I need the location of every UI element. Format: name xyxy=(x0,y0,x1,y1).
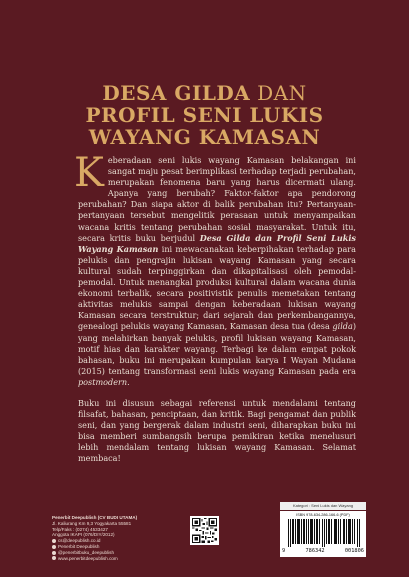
isbn-number: ISBN 978-634-286-166-6 (PDF) xyxy=(296,513,350,517)
isbn-barcode xyxy=(280,503,366,557)
instagram-icon xyxy=(52,551,56,555)
facebook-icon xyxy=(52,545,56,549)
barcode-digit-group-2: 001806 xyxy=(344,548,364,554)
title-line2: PROFIL SENI LUKIS xyxy=(85,103,324,127)
synopsis xyxy=(74,150,356,465)
title-line3: WAYANG KAMASAN xyxy=(88,125,321,149)
barcode-digits xyxy=(282,548,364,554)
email-icon xyxy=(52,539,56,543)
drop-cap: K xyxy=(74,150,104,196)
publisher-name: Penerbit Deepublish (CV BUDI UTAMA) xyxy=(52,515,138,520)
publisher-address: Jl. Kaliurang Km 9,3 Yogyakarta 55581 xyxy=(52,520,132,526)
barcode-bars xyxy=(288,519,360,547)
globe-icon xyxy=(52,556,56,560)
paragraph-1-book-title: Desa Gilda dan Profil Seni Lukis Wayang Kamasan xyxy=(78,232,356,254)
category-label: Kategori : Seni Lukis dan Wayang xyxy=(280,502,366,510)
publisher-info xyxy=(52,515,182,561)
publisher-phone: Telp/Faks : (0274) 4533427 xyxy=(52,526,108,532)
qr-code-icon xyxy=(192,518,217,543)
publisher-facebook: Penerbit Deepublish xyxy=(58,543,100,549)
publisher-email: cs@deepublish.co.id xyxy=(58,538,101,544)
paragraph-1-text-b: ini mewacanakan keberpihakan terhadap para pelukis dan pengrajin lukisan wayang Kamasan yang secara kultural sudah terpinggirkan dan dikapitalisasi oleh pemodal-pemodal. Untuk menangkal produksi kultural dalam wacana dunia ekonomi terbalik, secara positivistik penulis memetakan tentang aktivitas melukis sampai dengan keberadaan lukisan wayang Kamasan secara terstruktur; dari sejarah dan perkembangannya, genealogi pelukis wayang Kamasan, Kamasan desa tua (desa xyxy=(78,243,356,332)
paragraph-1-text-a: eberadaan seni lukis wayang Kamasan belakangan ini sangat maju pesat berimplikasi terhadap terjadi perubahan, merupakan fenomena baru yang harus dicermati ulang. Apanya yang berubah? Faktor-faktor apa pendorong perubahan? Dan siapa aktor di balik perubahan itu? Pertanyaan-pertanyaan tersebut mengelitik perasaan untuk menyampaikan wacana kritis tentang perubahan sosial masyarakat. Untuk itu, secara kritis buku berjudul xyxy=(78,155,356,243)
title-line1-suffix: DAN xyxy=(250,81,307,105)
synopsis-paragraph-1 xyxy=(74,150,356,388)
publisher-member: Anggota IKAPI (076/DIY/2012) xyxy=(52,532,115,538)
synopsis-paragraph-2: Buku ini disusun sebagai referensi untuk mendalami tentang filsafat, bahasan, penciptaan, dan kritik. Bagi pengamat dan publik seni, dan yang bergerak dalam industri seni, diharapkan buku ini bisa memberi sumbangsih berupa pemikiran ketika menelusuri lebih mendalam tentang lukisan wayang Kamasan. Selamat membaca! xyxy=(78,397,356,464)
qr-code xyxy=(190,516,219,545)
book-title xyxy=(0,82,409,148)
paragraph-1-gilda: gilda xyxy=(332,321,353,332)
barcode-digit-lead: 9 xyxy=(282,548,286,554)
title-line1-main: DESA GILDA xyxy=(102,81,251,105)
barcode-digit-group-1: 786342 xyxy=(305,548,325,554)
publisher-instagram: @penerbitbuku_deepublish xyxy=(58,549,115,555)
paragraph-1-postmodern: postmodern xyxy=(78,376,128,387)
publisher-website: www.penerbitdeepublish.com xyxy=(58,555,118,561)
website-row xyxy=(52,556,182,562)
paragraph-1-text-c: ) yang melahirkan banyak pelukis, profil lukisan wayang Kamasan, motif hias dan karakter wayang. Terbagi ke dalam empat pokok bahasan, buku ini merupakan kumpulan karya I Wayan Mudana (2015) tentang transformasi seni lukis wayang Kamasan pada era xyxy=(78,321,356,376)
paragraph-1-end: . xyxy=(127,376,130,387)
